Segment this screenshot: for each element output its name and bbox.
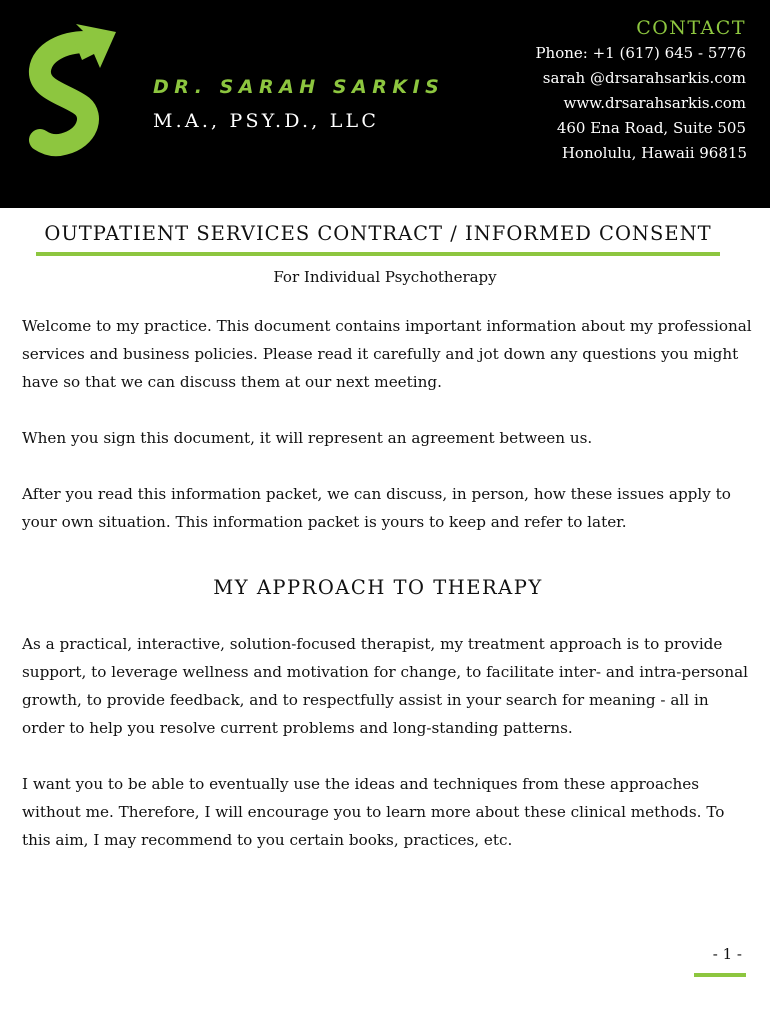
contact-phone: Phone: +1 (617) 645 - 5776	[535, 44, 746, 62]
contact-website: www.drsarahsarkis.com	[563, 94, 746, 112]
techniques-paragraph: I want you to be able to eventually use the ideas and techniques from these approaches without me. Therefore, I will encourage you to learn more about these clinical methods. To this aim, I may recommend to you certain books, practices, etc.	[22, 775, 725, 849]
contact-address-line1: 460 Ena Road, Suite 505	[556, 119, 746, 137]
agreement-paragraph: When you sign this document, it will represent an agreement between us.	[22, 429, 593, 447]
green-s-arrow-logo-icon	[24, 20, 120, 160]
contact-address-line2: Honolulu, Hawaii 96815	[561, 144, 747, 162]
document-subtitle: For Individual Psychotherapy	[273, 268, 497, 286]
section-heading: MY APPROACH TO THERAPY	[213, 576, 543, 599]
discussion-paragraph: After you read this information packet, we can discuss, in person, how these issues apply to your own situation. This information packet is yours to keep and refer to later.	[22, 485, 731, 531]
brand-name: DR. SARAH SARKIS	[153, 76, 445, 98]
contact-block	[535, 15, 746, 166]
contact-heading: CONTACT	[636, 17, 746, 39]
approach-paragraph: As a practical, interactive, solution-focused therapist, my treatment approach is to provide support, to leverage wellness and motivation for change, to facilitate inter- and intra-personal growth, to provide feedback, and to respectfully assist in your search for meaning - all in order to help you resolve current problems and long-standing patterns.	[22, 635, 749, 737]
contact-email: sarah @drsarahsarkis.com	[542, 69, 746, 87]
title-underline-divider	[36, 252, 720, 256]
brand-credentials: M.A., PSY.D., LLC	[153, 110, 380, 132]
page-number: - 1 -	[712, 945, 742, 963]
letterhead-header	[0, 0, 770, 208]
page-number-underline	[694, 973, 746, 977]
intro-paragraph: Welcome to my practice. This document contains important information about my professional services and business policies. Please read it carefully and jot down any questions you might have so that we can discuss them at our next meeting.	[22, 317, 752, 391]
document-title: OUTPATIENT SERVICES CONTRACT / INFORMED CONSENT	[44, 222, 712, 245]
